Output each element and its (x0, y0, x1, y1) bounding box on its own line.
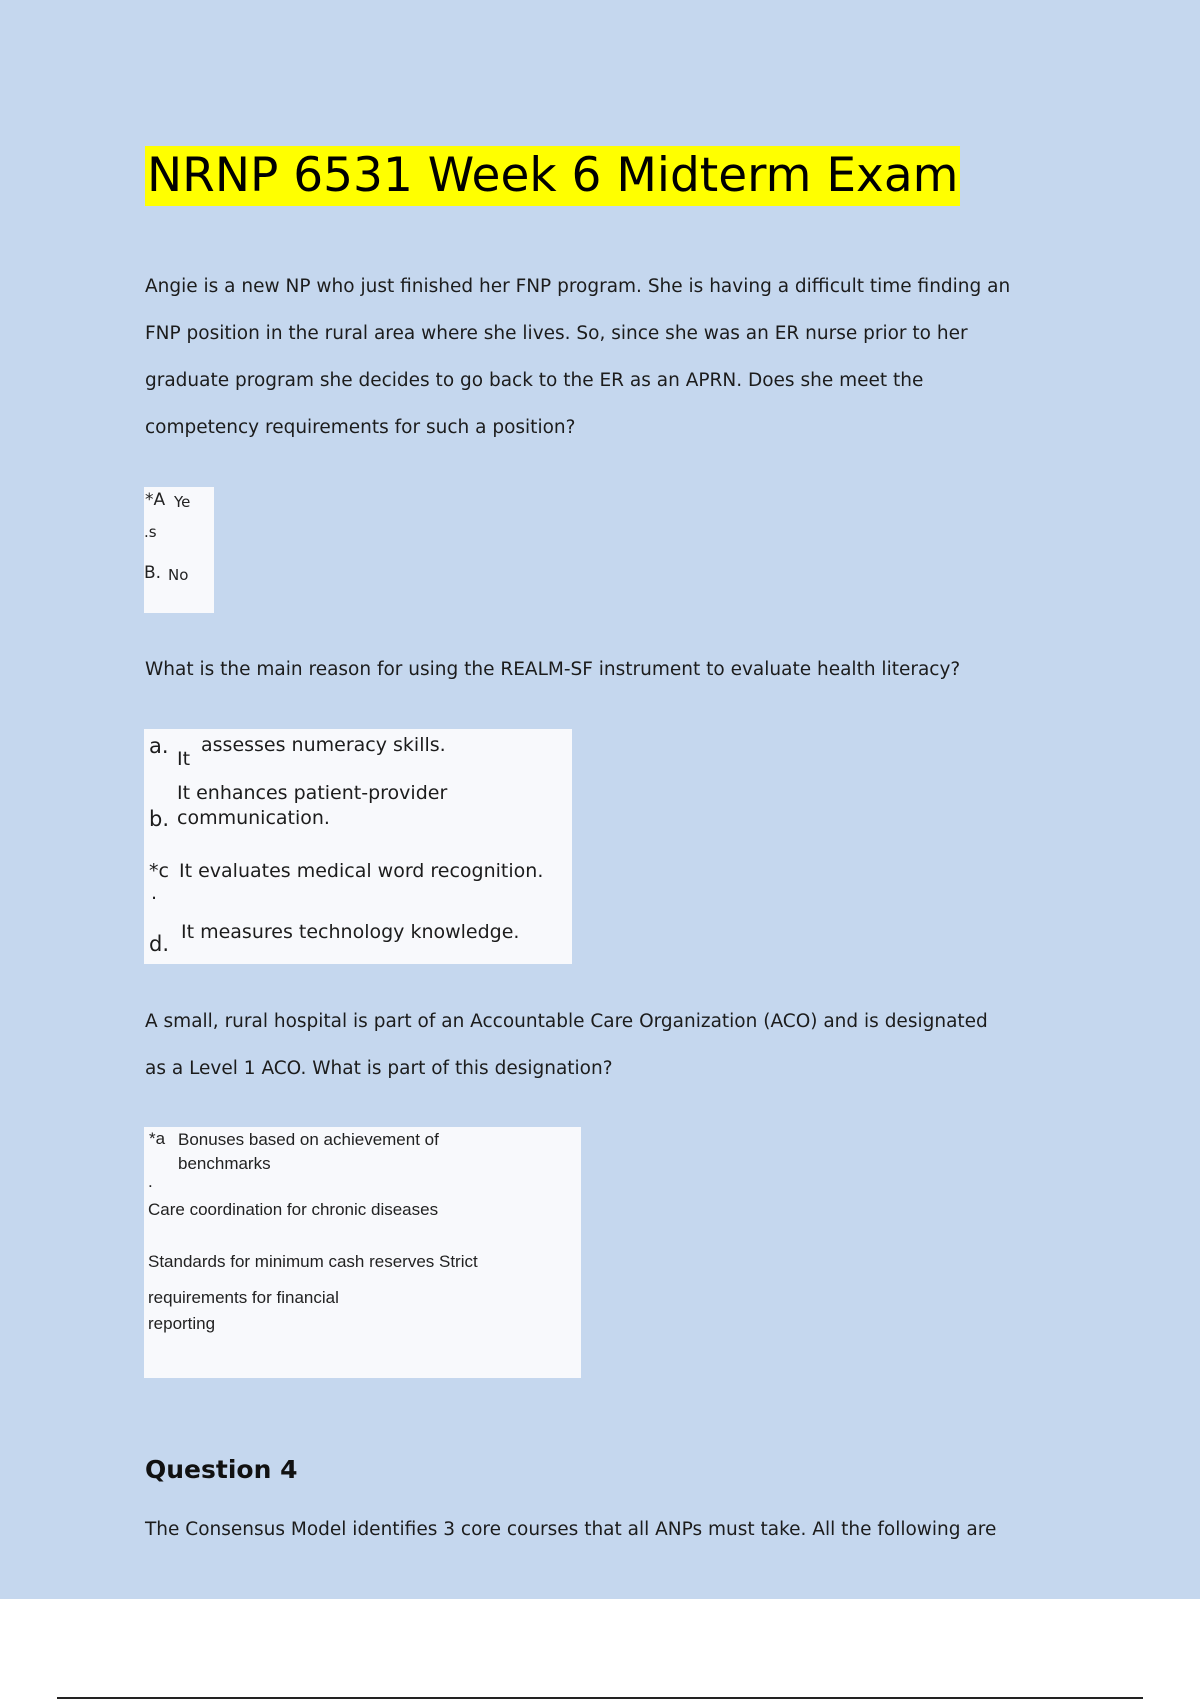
q1-stem-line: FNP position in the rural area where she lives. So, since she was an ER nurse prior to her (145, 323, 968, 344)
q4-stem (145, 1506, 1085, 1553)
q1-option-a-marker: *A (145, 490, 166, 510)
q3-answer-box (144, 1127, 581, 1378)
q2-option-b-text-line2: communication. (177, 807, 330, 829)
q1-option-a-text: Ye (174, 493, 191, 511)
q2-option-a-text: assesses numeracy skills. (201, 734, 446, 756)
q1-stem-line: graduate program she decides to go back to the ER as an APRN. Does she meet the (145, 370, 924, 391)
q2-answer-box (144, 729, 572, 964)
q1-answer-box (144, 487, 214, 613)
q2-option-d-text: It measures technology knowledge. (181, 921, 520, 943)
q2-option-d-marker: d. (149, 932, 170, 956)
q1-stem (145, 263, 1085, 451)
q4-stem-line: The Consensus Model identifies 3 core courses that all ANPs must take. All the following are (145, 1519, 997, 1540)
q1-option-a-text-wrap: .s (144, 523, 157, 541)
q2-option-a-marker: a. (149, 734, 169, 758)
q4-heading: Question 4 (145, 1455, 298, 1484)
q3-option-b-text: Care coordination for chronic diseases (148, 1200, 439, 1219)
q3-option-a-text-line2: benchmarks (178, 1154, 271, 1173)
q2-option-b-marker: b. (149, 807, 170, 831)
footer-divider (57, 1697, 1143, 1699)
q3-option-a-text-line1: Bonuses based on achievement of (178, 1130, 439, 1149)
q2-option-a-it: It (177, 748, 191, 770)
q1-stem-line: Angie is a new NP who just finished her FNP program. She is having a difficult time finding an (145, 276, 1011, 297)
q1-stem-line: competency requirements for such a position? (145, 417, 576, 438)
q3-stem-line: as a Level 1 ACO. What is part of this designation? (145, 1058, 613, 1079)
q3-option-c-text-line3: reporting (148, 1314, 216, 1333)
q3-stem-line: A small, rural hospital is part of an Accountable Care Organization (ACO) and is designated (145, 1011, 988, 1032)
document-title: NRNP 6531 Week 6 Midterm Exam (145, 146, 960, 206)
q2-option-c-text: It evaluates medical word recognition. (179, 860, 544, 882)
q2-stem-line: What is the main reason for using the REALM-SF instrument to evaluate health literacy? (145, 659, 961, 680)
q2-option-c-dot: . (151, 882, 158, 904)
q1-option-b-marker: B. (144, 563, 162, 583)
q3-option-c-text-line2: requirements for financial (148, 1288, 339, 1307)
q1-option-b-text: No (168, 566, 189, 584)
q2-option-c-marker: *c (149, 860, 169, 882)
q2-option-b-text-line1: It enhances patient-provider (177, 782, 448, 804)
q3-stem (145, 998, 1085, 1092)
q3-option-a-marker: *a (149, 1129, 166, 1148)
q2-stem (145, 646, 1085, 693)
q3-option-c-text-line1: Standards for minimum cash reserves Strict (148, 1252, 478, 1271)
q3-option-a-dot: . (148, 1172, 153, 1191)
